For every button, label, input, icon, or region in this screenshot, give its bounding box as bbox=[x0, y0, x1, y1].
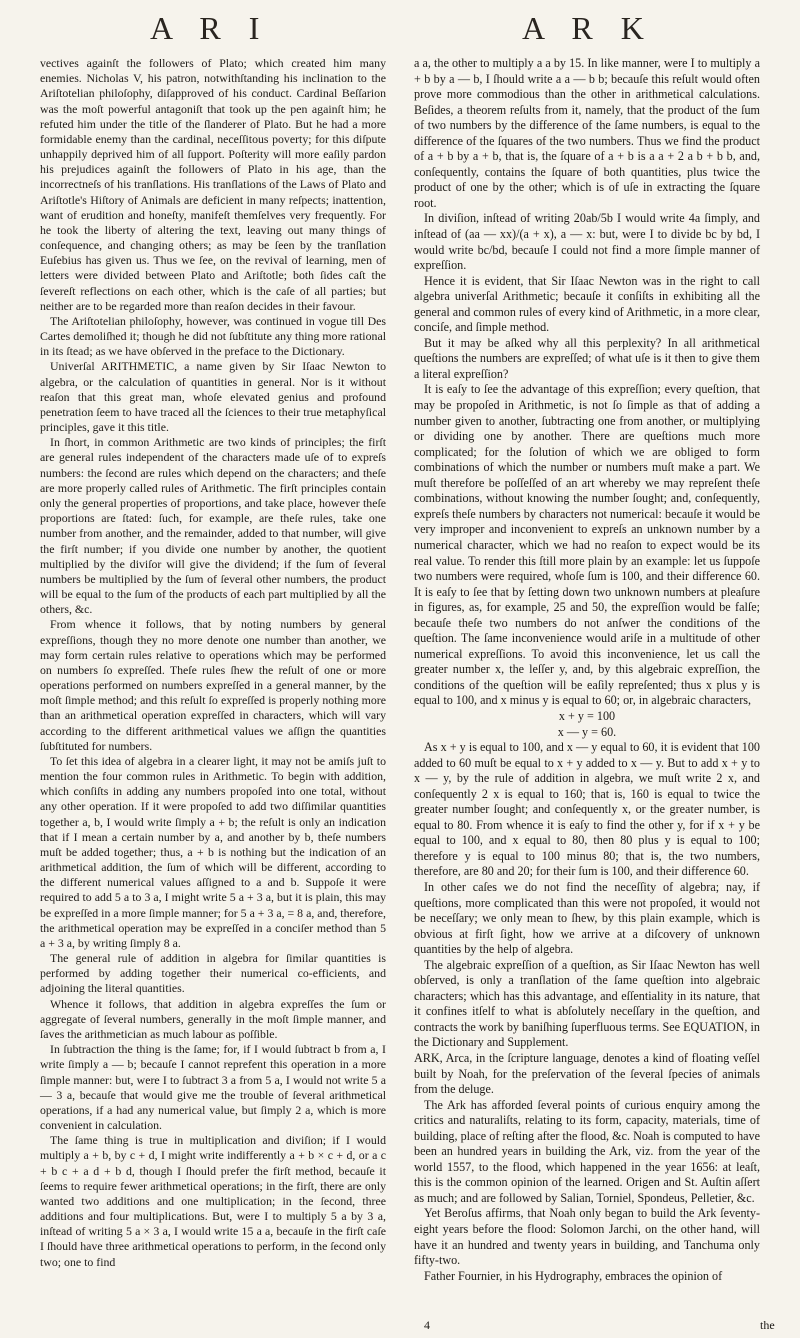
paragraph: Hence it is evident, that Sir Iſaac Newton was in the right to call algebra univerſal Arithmetic; becauſe it conſiſts in exhibiting all the general and common rules of every kind of Arithmetic, in a more clear, conciſe, and ſimple method. bbox=[414, 273, 760, 335]
catchword: the bbox=[760, 1318, 775, 1332]
paragraph: But it may be aſked why all this perplexity? In all arithmetical queſtions the numbers are expreſſed; of what uſe is it then to give them a literal expreſſion? bbox=[414, 335, 760, 381]
paragraph: The Ark has afforded ſeveral points of curious enquiry among the critics and naturaliſts, relating to its form, capacity, materials, time of building, place of reſting after the flood, &c. Noah is computed to have been an hundred years in building the Ark, viz. from the year of the world 1557, to the flood, which happened in the year 1656: at leaſt, this is the common opinion of the learned. Origen and St. Auſtin aſſert as much; and are followed by Salian, Torniel, Spondeus, Pelletier, &c. bbox=[414, 1097, 760, 1205]
paragraph: vectives againſt the followers of Plato; which created him many enemies. Nicholas V, his patron, notwithſtanding his inclination to the Ariſtotelian philoſophy, diſapproved of his conduct. Cardinal Beſſarion was the moſt powerful antagoniſt that took up the pen againſt him; he refuted him under the title of the ſlanderer of Plato. But he had a more formidable enemy than the cardinal, neceſſitous poverty; for this diſpute unhappily deprived him of all ſupport. Poſterity will more eaſily pardon his prejudices againſt the followers of Plato in his age, than the incorrectneſs of his tranſlations. His tranſlations of the Laws of Plato and Ariſtotle's Hiſtory of Animals are deficient in many reſpects; inattention, want of erudition and honeſty, manifeſt themſelves very frequently. For he took the liberty of altering the text, leaving out many things of conſequence, and changing others; as may be ſeen by the tranſlation Euſebius has given us. Thus we ſee, on the revival of learning, men of letters were divided between Plato and Ariſtotle; both ſides caſt the ſevereſt reflections on each other, which is the caſe of all parties; but neither are to be regarded more than reaſon decides in their favour. bbox=[40, 56, 386, 313]
left-column bbox=[40, 56, 386, 1270]
paragraph: Yet Beroſus affirms, that Noah only began to build the Ark ſeventy-eight years before the flood: Solomon Jarchi, on the other hand, will have it an hundred and twenty years in building, and Tanchuma only fifty-two. bbox=[414, 1206, 760, 1268]
paragraph: The algebraic expreſſion of a queſtion, as Sir Iſaac Newton has well obſerved, is only a tranſlation of the ſame queſtion into algebraic characters; which has this advantage, and eſſentiality in its nature, that it confines itſelf to what is abſolutely neceſſary in the queſtion, and contracts the work by baniſhing ſuperfluous terms. See EQUATION, in the Dictionary and Supplement. bbox=[414, 957, 760, 1050]
right-column bbox=[414, 56, 760, 1284]
running-head-right: A R K bbox=[522, 10, 654, 46]
paragraph: The Ariſtotelian philoſophy, however, was continued in vogue till Des Cartes demoliſhed it; though he did not ſubſtitute any thing more rational in its ſtead; as we have obſerved in the preface to the Dictionary. bbox=[40, 313, 386, 359]
paragraph: The general rule of addition in algebra for ſimilar quantities is performed by adding together their numerical co-efficients, and adjoining the literal quantities. bbox=[40, 951, 386, 996]
equation: x — y = 60. bbox=[557, 724, 617, 739]
paragraph: Univerſal ARITHMETIC, a name given by Sir Iſaac Newton to algebra, or the calculation of quantities in general. Nor is it without reaſon that this great man, whoſe elevated genius and profound penetration ſeem to have traced all the ſciences to their true metaphyſical principles, gave it this title. bbox=[40, 359, 386, 435]
running-head bbox=[0, 10, 800, 50]
entry-ark: ARK, Arca, in the ſcripture language, denotes a kind of floating veſſel built by Noah, for the preſervation of the ſeveral ſpecies of animals from the deluge. bbox=[414, 1051, 760, 1097]
paragraph: It is eaſy to ſee the advantage of this expreſſion; every queſtion, that may be propoſed in Arithmetic, is not ſo ſimple as that of adding a number given to another, ſubtracting one from another, or multiplying or dividing one by another. There are queſtions much more complicated; for the ſolution of which we are obliged to form combinations of which the number or numbers muſt make a part. We muſt therefore be poſſeſſed of an art whereby we may repreſent theſe combinations, without knowing the number ſought; and, conſequently, expreſs theſe numbers by characters not numerical: becauſe it would be very improper and inconvenient to expreſs an unknown number by a numerical character, which we had no reaſon to expect would be its real value. To render this ſtill more plain by an example: let us ſuppoſe two numbers were required, whoſe ſum is 100, and their difference 60. It is eaſy to ſee that by ſetting down two unknown numbers at pleaſure in figures, as, for example, 25 and 50, the expreſſion would be falſe; becauſe theſe two numbers do not anſwer the conditions of the queſtion. The ſame inconvenience would ariſe in a multitude of other numerical expreſſions. To avoid this inconvenience, let us call the greater number x, the leſſer y, and, by this algebraic expreſſion, the conditions of the queſtion will be eaſily repreſented; thus x plus y is equal to 100, and x minus y is equal to 60; or, in algebraic characters, bbox=[414, 382, 760, 708]
paragraph: From whence it follows, that by noting numbers by general expreſſions, though they no more denote one number than another, we may form certain rules relative to operations which may be performed on numbers ſo expreſſed. Theſe rules ſhew the reſult of one or more operations performed on numbers expreſſed in a general manner, by the moſt ſimple method; and this reſult ſo expreſſed is properly nothing more than an arithmetical operation expreſſed in characters, which will vary according to the different arithmetical values we aſſign the quantities ſubſtituted for numbers. bbox=[40, 617, 386, 753]
paragraph: To ſet this idea of algebra in a clearer light, it may not be amiſs juſt to mention the four common rules in Arithmetic. To begin with addition, which conſiſts in adding any numbers propoſed into one total, without any other operation. If it were propoſed to add two diſſimilar quantities together a, b, I would write ſimply a + b; the reſult is only an indication that if I mean a certain number by a, and another by b, theſe numbers muſt be added together; thus, a + b is nothing but the indication of an arithmetical addition, the ſum of which will be different, according to the different numerical values aſſigned to a and b. Suppoſe it were required to add 5 a to 3 a, I might write 5 a + 3 a, but it is plain, this may be expreſſed in a more ſimple manner; for 5 a + 3 a, = 8 a, and, therefore, the arithmetical operation may be expreſſed in a conciſer method than 5 a + 3 a, by writing ſimply 8 a. bbox=[40, 753, 386, 950]
paragraph: The ſame thing is true in multiplication and diviſion; if I would multiply a + b, by c + d, I might write indifferently a + b × c + d, or a c + b c + a d + b d, though I ſhould prefer the firſt method, becauſe it ſeems to require fewer arithmetical operations; in the firſt, there are only wanted two additions and one multiplication; in the ſecond, three additions and four multiplications. But, were I to multiply 5 a by 3 a, inſtead of writing 5 a × 3 a, I would write 15 a a, becauſe in the firſt caſe I ſhould have three arithmetical operations to perform, in the ſecond only two; one to find bbox=[40, 1133, 386, 1269]
paragraph: a a, the other to multiply a a by 15. In like manner, were I to multiply a + b by a — b, I ſhould write a a — b b; becauſe this reſult would often prove more commodious than the other in arithmetical calculations. Beſides, a theorem reſults from it, namely, that the product of the ſum of two numbers by the difference of the ſame numbers, is equal to the difference of the ſquares of the two numbers. Thus we find the product of a + b by a + b, that is, the ſquare of a + b is a a + 2 a b + b b, and, conſequently, contains the ſquare of both quantities, plus twice the product of one by the other; which is of uſe in extracting the ſquare root. bbox=[414, 56, 760, 210]
equation: x + y = 100 bbox=[558, 708, 616, 723]
paragraph: In ſhort, in common Arithmetic are two kinds of principles; the firſt are general rules independent of the characters made uſe of to expreſs numbers: the ſecond are rules which depend on the characters; and theſe are more properly called rules of Arithmetic. The firſt principles contain only the general properties of proportions, and take place, however theſe proportions are ſtated: ſuch, for example, are theſe rules, take one number from another, and the remainder, added to that number, will give the firſt number; if you divide one number by another, the quotient multiplied by the diviſor will give the dividend; if the ſum of ſeveral numbers be multiplied by the ſum of ſeveral other numbers, the product will be equal to the ſum of the products of each part multiplied by all the others, &c. bbox=[40, 435, 386, 617]
signature-mark: 4 bbox=[424, 1318, 430, 1332]
paragraph: Father Fournier, in his Hydrography, embraces the opinion of bbox=[424, 1268, 723, 1283]
running-head-left: A R I bbox=[150, 10, 270, 46]
paragraph: Whence it follows, that addition in algebra expreſſes the ſum or aggregate of ſeveral numbers, generally in the moſt ſimple manner, and ſaves the arithmetician as much labour as poſſible. bbox=[40, 996, 386, 1041]
paragraph: In ſubtraction the thing is the ſame; for, if I would ſubtract b from a, I write ſimply a — b; becauſe I cannot reprefent this operation in a more ſimple manner: but, were I to ſubtract 3 a from 5 a, I would not write 5 a — 3 a, becauſe that would give me the trouble of ſeveral arithmetical operations, if a had any numerical value, but ſimply 2 a, which is more convenient in calculation. bbox=[40, 1042, 386, 1133]
paragraph: As x + y is equal to 100, and x — y equal to 60, it is evident that 100 added to 60 muſt be equal to x + y added to x — y. But to add x + y to x — y, by the rule of addition in algebra, we muſt write 2 x, and conſequently 2 x is equal to 160; that is, 160 is equal to twice the greater number ſought; and conſequently x, or the greater number, is equal to 80. From whence it is eaſy to find the other y, for if x + y be equal to 100, and x equal to 80, then 80 plus y is equal to 100; therefore y is equal to 100 minus 80; that is, the two numbers, therefore, are 80 and 20; for their ſum is 100, and their difference 60. bbox=[414, 740, 760, 879]
paragraph: In diviſion, inſtead of writing 20ab/5b I would write 4a ſimply, and inſtead of (aa — xx)/(a + x), a — x: but, were I to divide bc by bd, I would write bc/bd, becauſe I could not find a more ſimple manner of expreſſion. bbox=[414, 211, 760, 273]
paragraph: In other caſes we do not find the neceſſity of algebra; nay, if queſtions, more complicated than this were not propoſed, it would not be neceſſary; we only mean to ſhew, by this plain example, which is obvious at firſt ſight, how we arrive at a diſcovery of unknown quantities by the help of algebra. bbox=[414, 879, 760, 957]
